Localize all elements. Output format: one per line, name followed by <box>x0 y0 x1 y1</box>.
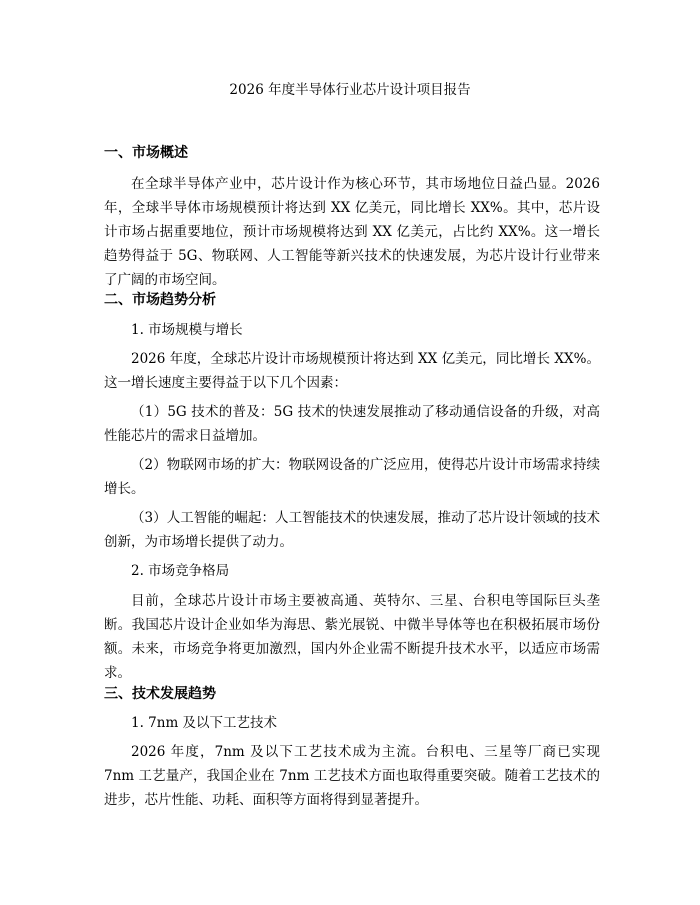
subsection-title: 1. 市场规模与增长 <box>131 322 243 338</box>
section-heading-market-overview: 一、市场概述 <box>104 145 188 161</box>
document-title: 2026 年度半导体行业芯片设计项目报告 <box>229 82 471 98</box>
subsection-paragraph: 2026 年度，全球芯片设计市场规模预计将达到 XX 亿美元，同比增长 XX%。这一增长速度主要得益于以下几个因素： <box>104 351 600 391</box>
list-item: （2）物联网市场的扩大：物联网设备的广泛应用，使得芯片设计市场需求持续增长。 <box>104 457 600 497</box>
section-heading-technology-trends: 三、技术发展趋势 <box>104 686 216 702</box>
list-item: （3）人工智能的崛起：人工智能技术的快速发展，推动了芯片设计领域的技术创新，为市场增长提供了动力。 <box>104 510 600 550</box>
list-item: （1）5G 技术的普及：5G 技术的快速发展推动了移动通信设备的升级，对高性能芯片的需求日益增加。 <box>104 404 600 444</box>
subsection-paragraph: 目前，全球芯片设计市场主要被高通、英特尔、三星、台积电等国际巨头垄断。我国芯片设计企业如华为海思、紫光展锐、中微半导体等也在积极拓展市场份额。未来，市场竞争将更加激烈，国内外企业需不断提升技术水平，以适应市场需求。 <box>104 593 600 681</box>
subsection-paragraph: 2026 年度，7nm 及以下工艺技术成为主流。台积电、三星等厂商已实现 7nm 工艺量产，我国企业在 7nm 工艺技术方面也取得重要突破。随着工艺技术的进步，芯片性能、功耗、面积等方面将得到显著提升。 <box>104 744 600 808</box>
section-heading-market-trends: 二、市场趋势分析 <box>104 292 216 308</box>
section-paragraph: 在全球半导体产业中，芯片设计作为核心环节，其市场地位日益凸显。2026 年，全球半导体市场规模预计将达到 XX 亿美元，同比增长 XX%。其中，芯片设计市场占据重要地位，预计市场规模将达到 XX 亿美元，占比约 XX%。这一增长趋势得益于 5G、物联网、人工智能等新兴技术的快速发展，为芯片设计行业带来了广阔的市场空间。 <box>104 176 600 288</box>
subsection-title: 1. 7nm 及以下工艺技术 <box>131 715 278 731</box>
subsection-title: 2. 市场竞争格局 <box>131 563 230 579</box>
